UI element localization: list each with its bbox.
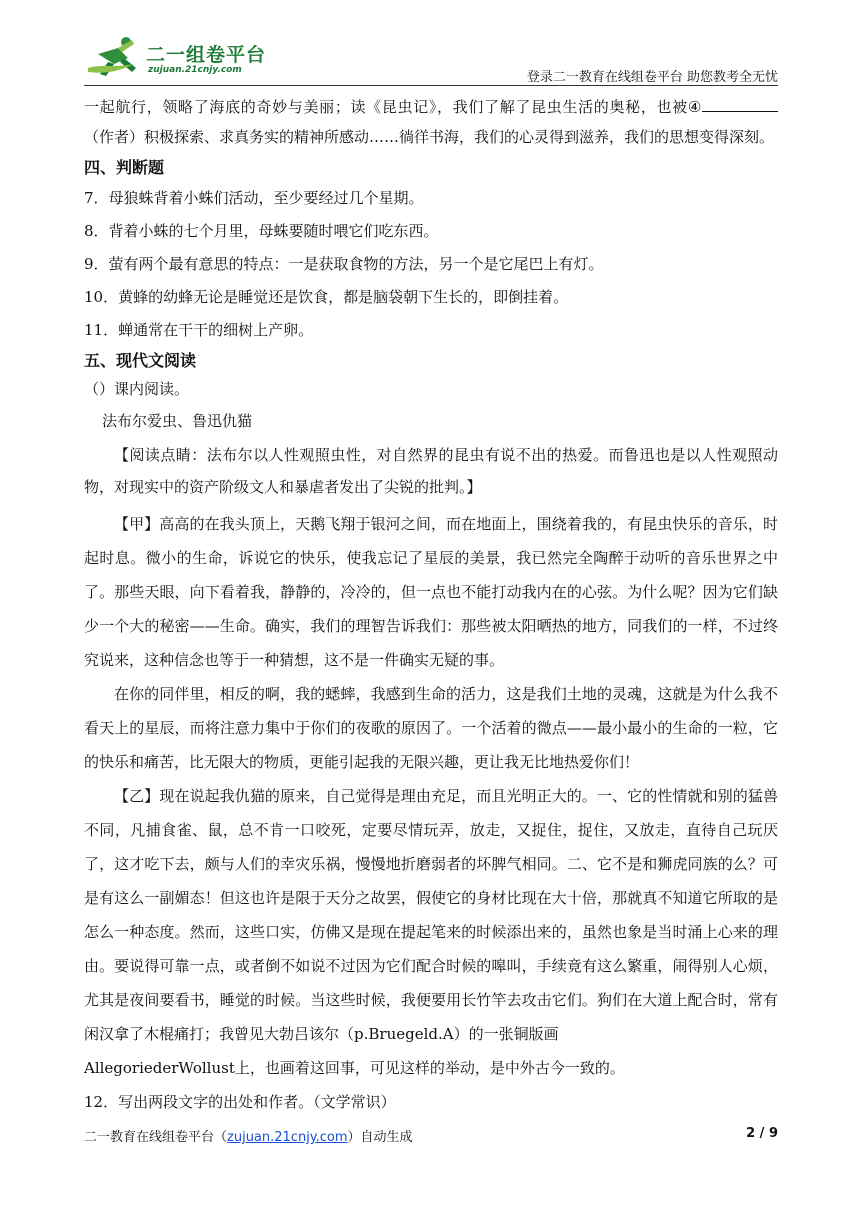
blank-marker-4: ④ (687, 98, 702, 116)
question-8: 8．背着小蛛的七个月里，母蛛要随时喂它们吃东西。 (84, 222, 439, 240)
question-7: 7．母狼蛛背着小蛛们活动，至少要经过几个星期。 (84, 189, 424, 207)
runner-logo-icon (84, 34, 146, 80)
question-9: 9．萤有两个最有意思的特点：一是获取食物的方法，另一个是它尾巴上有灯。 (84, 255, 604, 273)
header-slogan: 登录二一教育在线组卷平台 助您教考全无忧 (526, 70, 778, 85)
answer-blank[interactable] (702, 97, 778, 112)
footer-link[interactable]: zujuan.21cnjy.com (227, 1130, 348, 1145)
reading-tip: 【阅读点睛：法布尔以人性观照虫性，对自然界的昆虫有说不出的热爱。而鲁迅也是以人性观照动物，对现实中的资产阶级文人和暴虐者发出了尖锐的批判。】 (84, 446, 778, 496)
passage-jia-2: 在你的同伴里，相反的啊，我的蟋蟀，我感到生命的活力，这是我们土地的灵魂，这就是为什么我不看天上的星辰，而将注意力集中于你们的夜歌的原因了。一个活着的微点——最小最小的生命的一粒，它的快乐和痛苦，比无限大的物质，更能引起我的无限兴趣，更让我无比地热爱你们！ (84, 685, 778, 771)
zujuan-logo[interactable] (84, 34, 284, 82)
page-header (84, 34, 778, 86)
question-10: 10．黄蜂的幼蜂无论是睡觉还是饮食，都是脑袋朝下生长的，即倒挂着。 (84, 288, 569, 306)
section-5-heading: 五、现代文阅读 (84, 351, 197, 370)
passage-yi-last: AllegoriederWollust上，也画着这回事，可见这样的举动，是中外古今一致的。 (84, 1059, 625, 1077)
question-11: 11．蝉通常在干干的细树上产卵。 (84, 321, 314, 339)
section-4-heading: 四、判断题 (84, 158, 165, 177)
footer-prefix: 二一教育在线组卷平台（ (84, 1130, 228, 1145)
document-body (84, 92, 778, 1119)
question-12: 12．写出两段文字的出处和作者。（文学常识） (84, 1093, 396, 1111)
header-divider (84, 85, 778, 86)
logo-subtitle: zujuan.21cnjy.com (148, 65, 242, 75)
intro-paragraph: 一起航行，领略了海底的奇妙与美丽；读《昆虫记》，我们了解了昆虫生活的奥秘，也被④（作者）积极探索、求真务实的精神所感动……徜徉书海，我们的心灵得到滋养，我们的思想变得深刻。 (84, 92, 778, 152)
page-footer (84, 1126, 778, 1145)
page-number: 2 / 9 (746, 1126, 778, 1141)
passage-jia: 【甲】高高的在我头顶上，天鹅飞翔于银河之间，而在地面上，围绕着我的，有昆虫快乐的音乐，时起时息。微小的生命，诉说它的快乐，使我忘记了星辰的美景，我已然完全陶醉于动听的音乐世界之中了。那些天眼，向下看着我，静静的，冷冷的，但一点也不能打动我内在的心弦。为什么呢？因为它们缺少一个大的秘密——生命。确实，我们的理智告诉我们：那些被太阳晒热的地方，同我们的一样，不过终究说来，这种信念也等于一种猜想，这不是一件确实无疑的事。 (84, 515, 778, 669)
passage-yi: 【乙】现在说起我仇猫的原来，自己觉得是理由充足，而且光明正大的。一、它的性情就和别的猛兽不同，凡捕食雀、鼠，总不肯一口咬死，定要尽情玩弄，放走，又捉住，捉住，又放走，直待自己玩厌了，这才吃下去，颇与人们的幸灾乐祸，慢慢地折磨弱者的坏脾气相同。二、它不是和狮虎同族的么？可是有这么一副媚态！但这也许是限于天分之故罢，假使它的身材比现在大十倍，那就真不知道它所取的是怎么一种态度。然而，这些口实，仿佛又是现在提起笔来的时候添出来的，虽然也象是当时涌上心来的理由。要说得可靠一点，或者倒不如说不过因为它们配合时候的嗥叫，手续竟有这么繁重，闹得别人心烦，尤其是夜间要看书，睡觉的时候。当这些时候，我便要用长竹竿去攻击它们。狗们在大道上配合时，常有闲汉拿了木棍痛打；我曾见大勃吕该尔（p.Bruegeld.A）的一张铜版画 (84, 787, 778, 1043)
subsection-label: （）课内阅读。 (84, 380, 190, 398)
logo-title: 二一组卷平台 (146, 44, 267, 66)
passage-title: 法布尔爱虫、鲁迅仇猫 (102, 412, 253, 430)
footer-suffix: ）自动生成 (347, 1130, 413, 1145)
